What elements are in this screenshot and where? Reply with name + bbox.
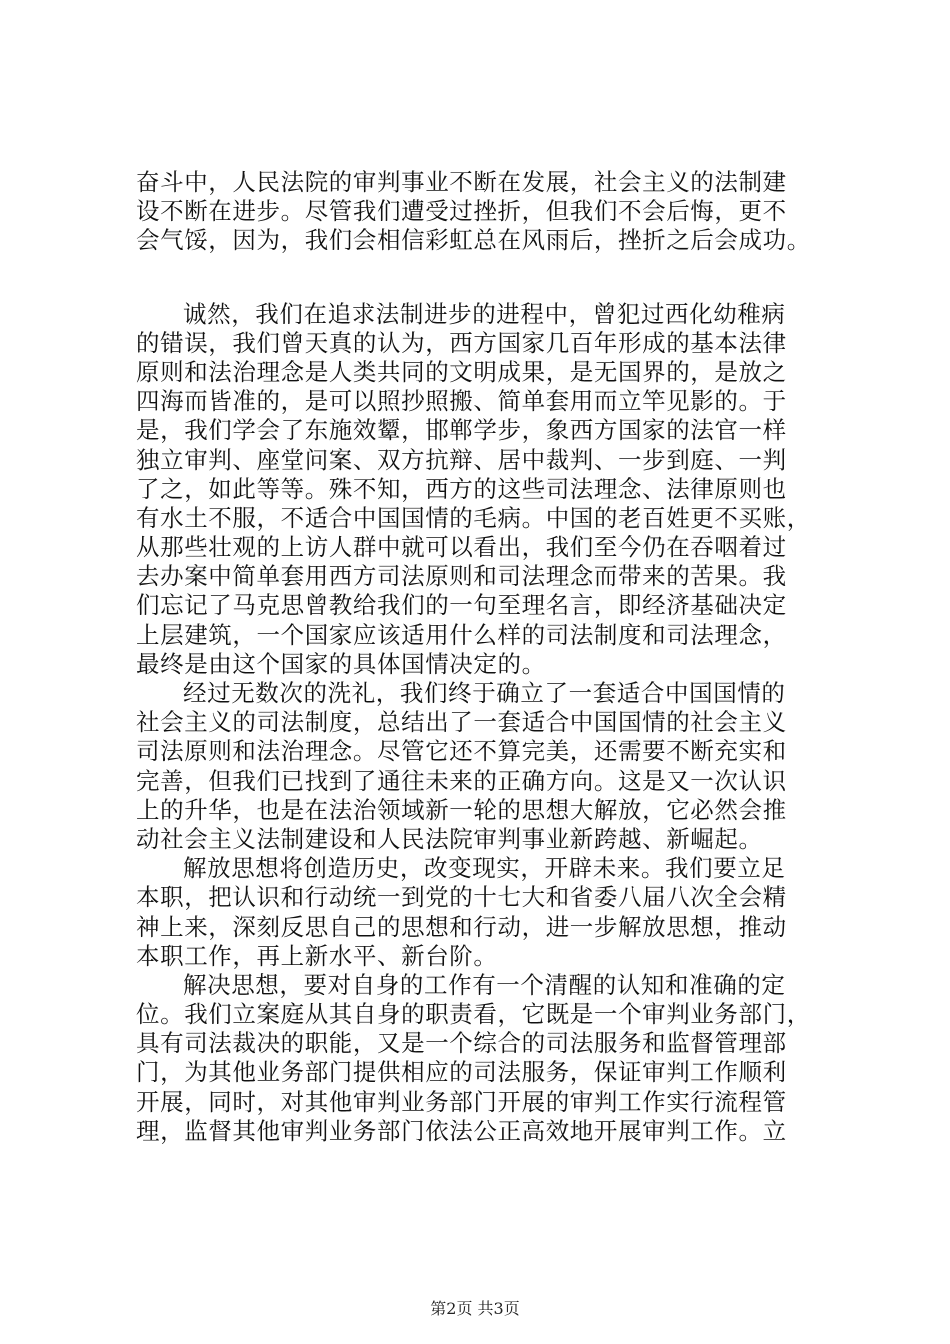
text-line: 原则和法治理念是人类共同的文明成果，是无国界的，是放之 — [136, 357, 787, 386]
text-line: 门，为其他业务部门提供相应的司法服务，保证审判工作顺利 — [136, 1058, 787, 1087]
text-line: 具有司法裁决的职能，又是一个综合的司法服务和监督管理部 — [136, 1029, 787, 1058]
text-line: 最终是由这个国家的具体国情决定的。 — [136, 649, 546, 678]
text-line: 的错误，我们曾天真的认为，西方国家几百年形成的基本法律 — [136, 328, 787, 357]
text-line: 诚然，我们在追求法制进步的进程中，曾犯过西化幼稚病 — [183, 299, 786, 328]
paragraph-gap — [136, 256, 860, 300]
text-line: 位。我们立案庭从其自身的职责看，它既是一个审判业务部门， — [136, 1000, 811, 1029]
paragraph — [136, 168, 860, 256]
text-line: 们忘记了马克思曾教给我们的一句至理名言，即经济基础决定 — [136, 591, 787, 620]
text-line: 上层建筑，一个国家应该适用什么样的司法制度和司法理念， — [136, 620, 787, 649]
text-line: 解决思想，要对自身的工作有一个清醒的认知和准确的定 — [183, 970, 786, 999]
text-line: 经过无数次的洗礼，我们终于确立了一套适合中国国情的 — [183, 679, 786, 707]
text-line: 去办案中简单套用西方司法原则和司法理念而带来的苦果。我 — [136, 562, 787, 591]
page-footer: 第2页 共3页 — [430, 1299, 520, 1318]
text-line: 是，我们学会了东施效颦，邯郸学步，象西方国家的法官一样 — [136, 416, 787, 445]
text-line: 本职工作，再上新水平、新台阶。 — [136, 941, 498, 970]
text-line: 四海而皆准的，是可以照抄照搬、简单套用而立竿见影的。于 — [136, 387, 787, 416]
text-line: 司法原则和法治理念。尽管它还不算完美，还需要不断充实和 — [136, 737, 787, 766]
paragraph — [136, 679, 860, 854]
text-line: 神上来，深刻反思自己的思想和行动，进一步解放思想，推动 — [136, 912, 787, 941]
paragraph — [136, 300, 860, 679]
document-body — [136, 168, 860, 1146]
text-line: 解放思想将创造历史，改变现实，开辟未来。我们要立足 — [183, 854, 786, 883]
text-line: 有水土不服，不适合中国国情的毛病。中国的老百姓更不买账， — [136, 503, 811, 532]
text-line: 上的升华，也是在法治领域新一轮的思想大解放，它必然会推 — [136, 795, 787, 824]
text-line: 从那些壮观的上访人群中就可以看出，我们至今仍在吞咽着过 — [136, 533, 787, 562]
text-line: 开展，同时，对其他审判业务部门开展的审判工作实行流程管 — [136, 1087, 787, 1116]
text-line: 会气馁，因为，我们会相信彩虹总在风雨后，挫折之后会成功。 — [136, 226, 811, 255]
text-line: 了之，如此等等。殊不知，西方的这些司法理念、法律原则也 — [136, 474, 787, 503]
text-line: 设不断在进步。尽管我们遭受过挫折，但我们不会后悔，更不 — [136, 197, 787, 226]
paragraph — [136, 971, 860, 1146]
text-line: 独立审判、座堂问案、双方抗辩、居中裁判、一步到庭、一判 — [136, 445, 787, 474]
paragraph — [136, 854, 860, 971]
text-line: 理，监督其他审判业务部门依法公正高效地开展审判工作。立 — [136, 1116, 787, 1145]
text-line: 本职，把认识和行动统一到党的十七大和省委八届八次全会精 — [136, 883, 787, 912]
text-line: 奋斗中，人民法院的审判事业不断在发展，社会主义的法制建 — [136, 168, 787, 196]
text-line: 社会主义的司法制度，总结出了一套适合中国国情的社会主义 — [136, 708, 787, 737]
text-line: 完善，但我们已找到了通往未来的正确方向。这是又一次认识 — [136, 766, 787, 795]
text-line: 动社会主义法制建设和人民法院审判事业新跨越、新崛起。 — [136, 824, 763, 853]
